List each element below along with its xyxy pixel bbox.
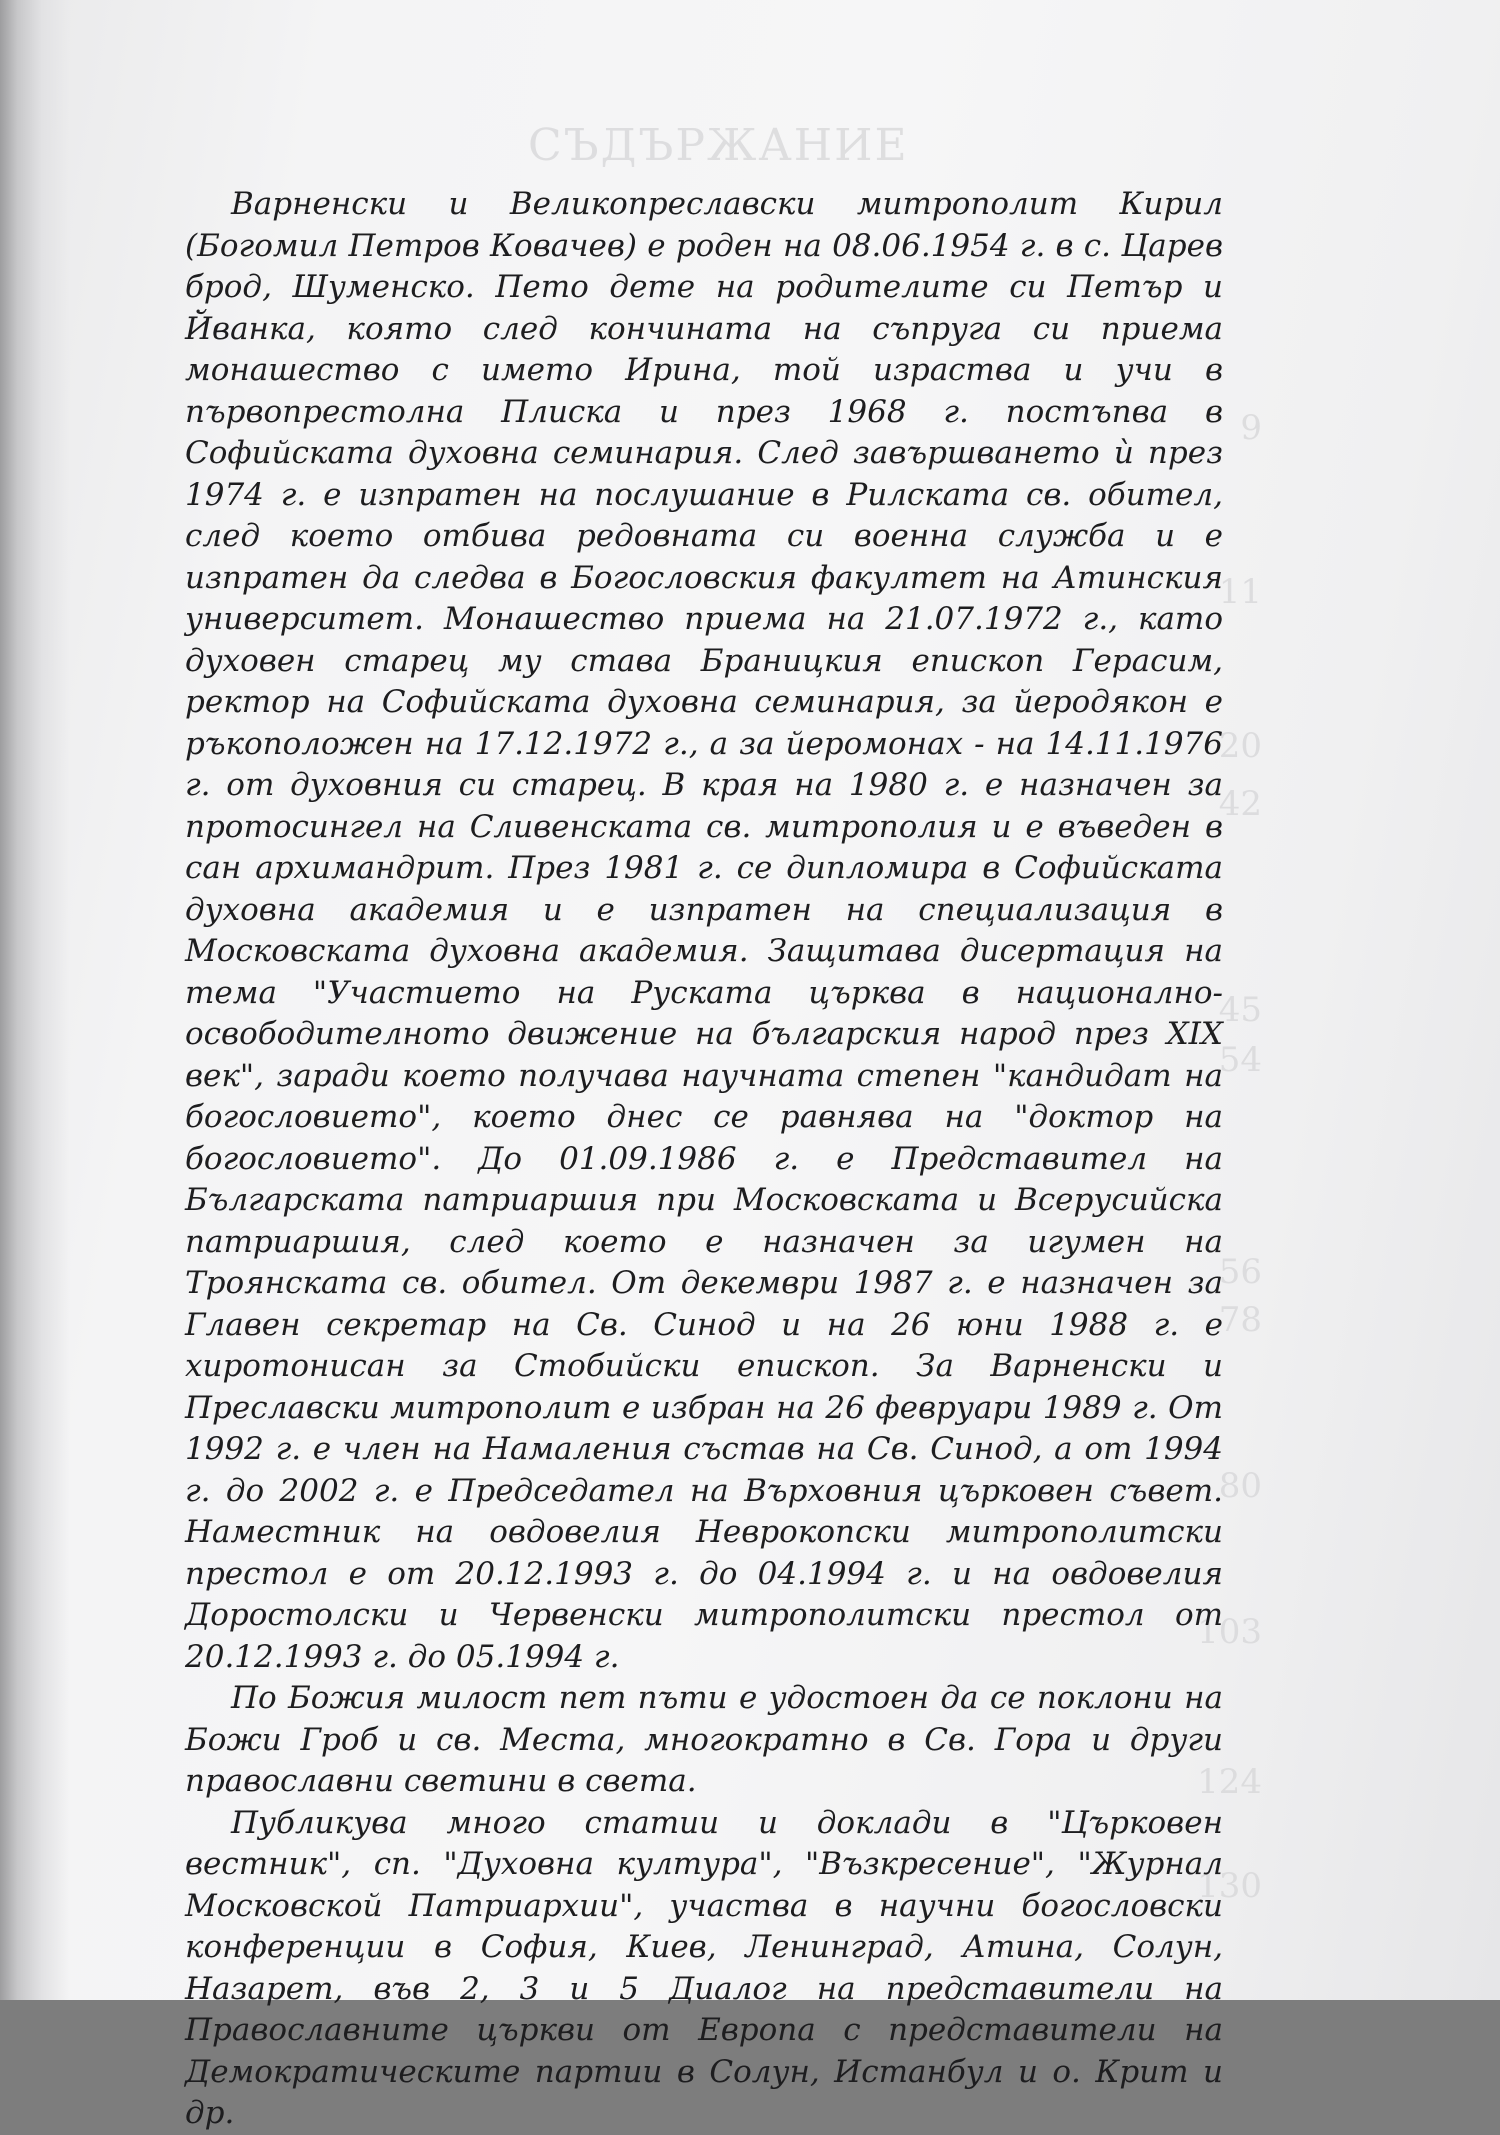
show-through-title: СЪДЪРЖАНИЕ xyxy=(528,120,909,171)
show-through-page-number: 124 xyxy=(1197,1762,1262,1802)
show-through-page-number: 45 xyxy=(1218,990,1262,1030)
show-through-page-number: 56 xyxy=(1218,1252,1262,1292)
show-through-page-number: 9 xyxy=(1240,408,1262,448)
biography-text xyxy=(185,184,1223,2135)
show-through-page-number: 54 xyxy=(1218,1040,1262,1080)
show-through-page-number: 103 xyxy=(1197,1612,1262,1652)
show-through-page-number: 80 xyxy=(1218,1466,1262,1506)
show-through-page-number: 20 xyxy=(1218,726,1262,766)
binding-shadow xyxy=(0,0,70,2000)
show-through-page-number: 130 xyxy=(1197,1866,1262,1906)
show-through-page-number: 42 xyxy=(1218,784,1262,824)
show-through-page-number: 11 xyxy=(1218,572,1262,612)
biography-paragraph: Варненски и Великопреславски митрополит Кирил (Богомил Петров Ковачев) е роден на 08.06.1954 г. в с. Царев брод, Шуменско. Пето дете на родителите си Петър и Йванка, която след кончината на съпруга си приема монашество с името Ирина, той израства и учи в първопрестолна Плиска и през 1968 г. постъпва в Софийската духовна семинария. След завършването ѝ през 1974 г. е изпратен на послушание в Рилската св. обител, след което отбива редовната си военна служба и е изпратен да следва в Богословския факултет на Атинския университет. Монашество приема на 21.07.1972 г., като духовен старец му става Браницкия епископ Герасим, ректор на Софийската духовна семинария, за йеродякон е ръкоположен на 17.12.1972 г., а за йеромонах - на 14.11.1976 г. от духовния си старец. В края на 1980 г. е назначен за протосингел на Сливенската св. митрополия и е въведен в сан архимандрит. През 1981 г. се дипломира в Софийската духовна академия и е изпратен на специализация в Московската духовна академия. Защитава дисертация на тема "Участието на Руската църква в национално-освободителното движение на българския народ през XIX век", заради което получава научната степен "кандидат на богословието", което днес се равнява на "доктор на богословието". До 01.09.1986 г. е Представител на Българската патриаршия при Московската и Всерусийска патриаршия, след което е назначен за игумен на Троянската св. обител. От декември 1987 г. е назначен за Главен секретар на Св. Синод и на 26 юни 1988 г. е хиротонисан за Стобийски епископ. За Варненски и Преславски митрополит е избран на 26 февруари 1989 г. От 1992 г. е член на Намаления състав на Св. Синод, а от 1994 г. до 2002 г. е Председател на Върховния църковен съвет. Наместник на овдовелия Неврокопски митрополитски престол е от 20.12.1993 г. до 04.1994 г. и на овдовелия Доростолски и Червенски митрополитски престол от 20.12.1993 г. до 05.1994 г. xyxy=(185,186,1223,1675)
pilgrimage-paragraph: По Божия милост пет пъти е удостоен да се поклони на Божи Гроб и св. Места, многократно в Св. Гора и други православни светини в света. xyxy=(185,1680,1223,1799)
publications-paragraph: Публикува много статии и доклади в "Църковен вестник", сп. "Духовна култура", "Възкресение", "Журнал Московской Патриархии", участва в научни богословски конференции в София, Киев, Ленинград, Атина, Солун, Назарет, във 2, 3 и 5 Диалог на представители на Православните църкви от Европа с представители на Демократическите партии в Солун, Истанбул и о. Крит и др. xyxy=(185,1804,1223,2131)
show-through-page-number: 78 xyxy=(1218,1300,1262,1340)
